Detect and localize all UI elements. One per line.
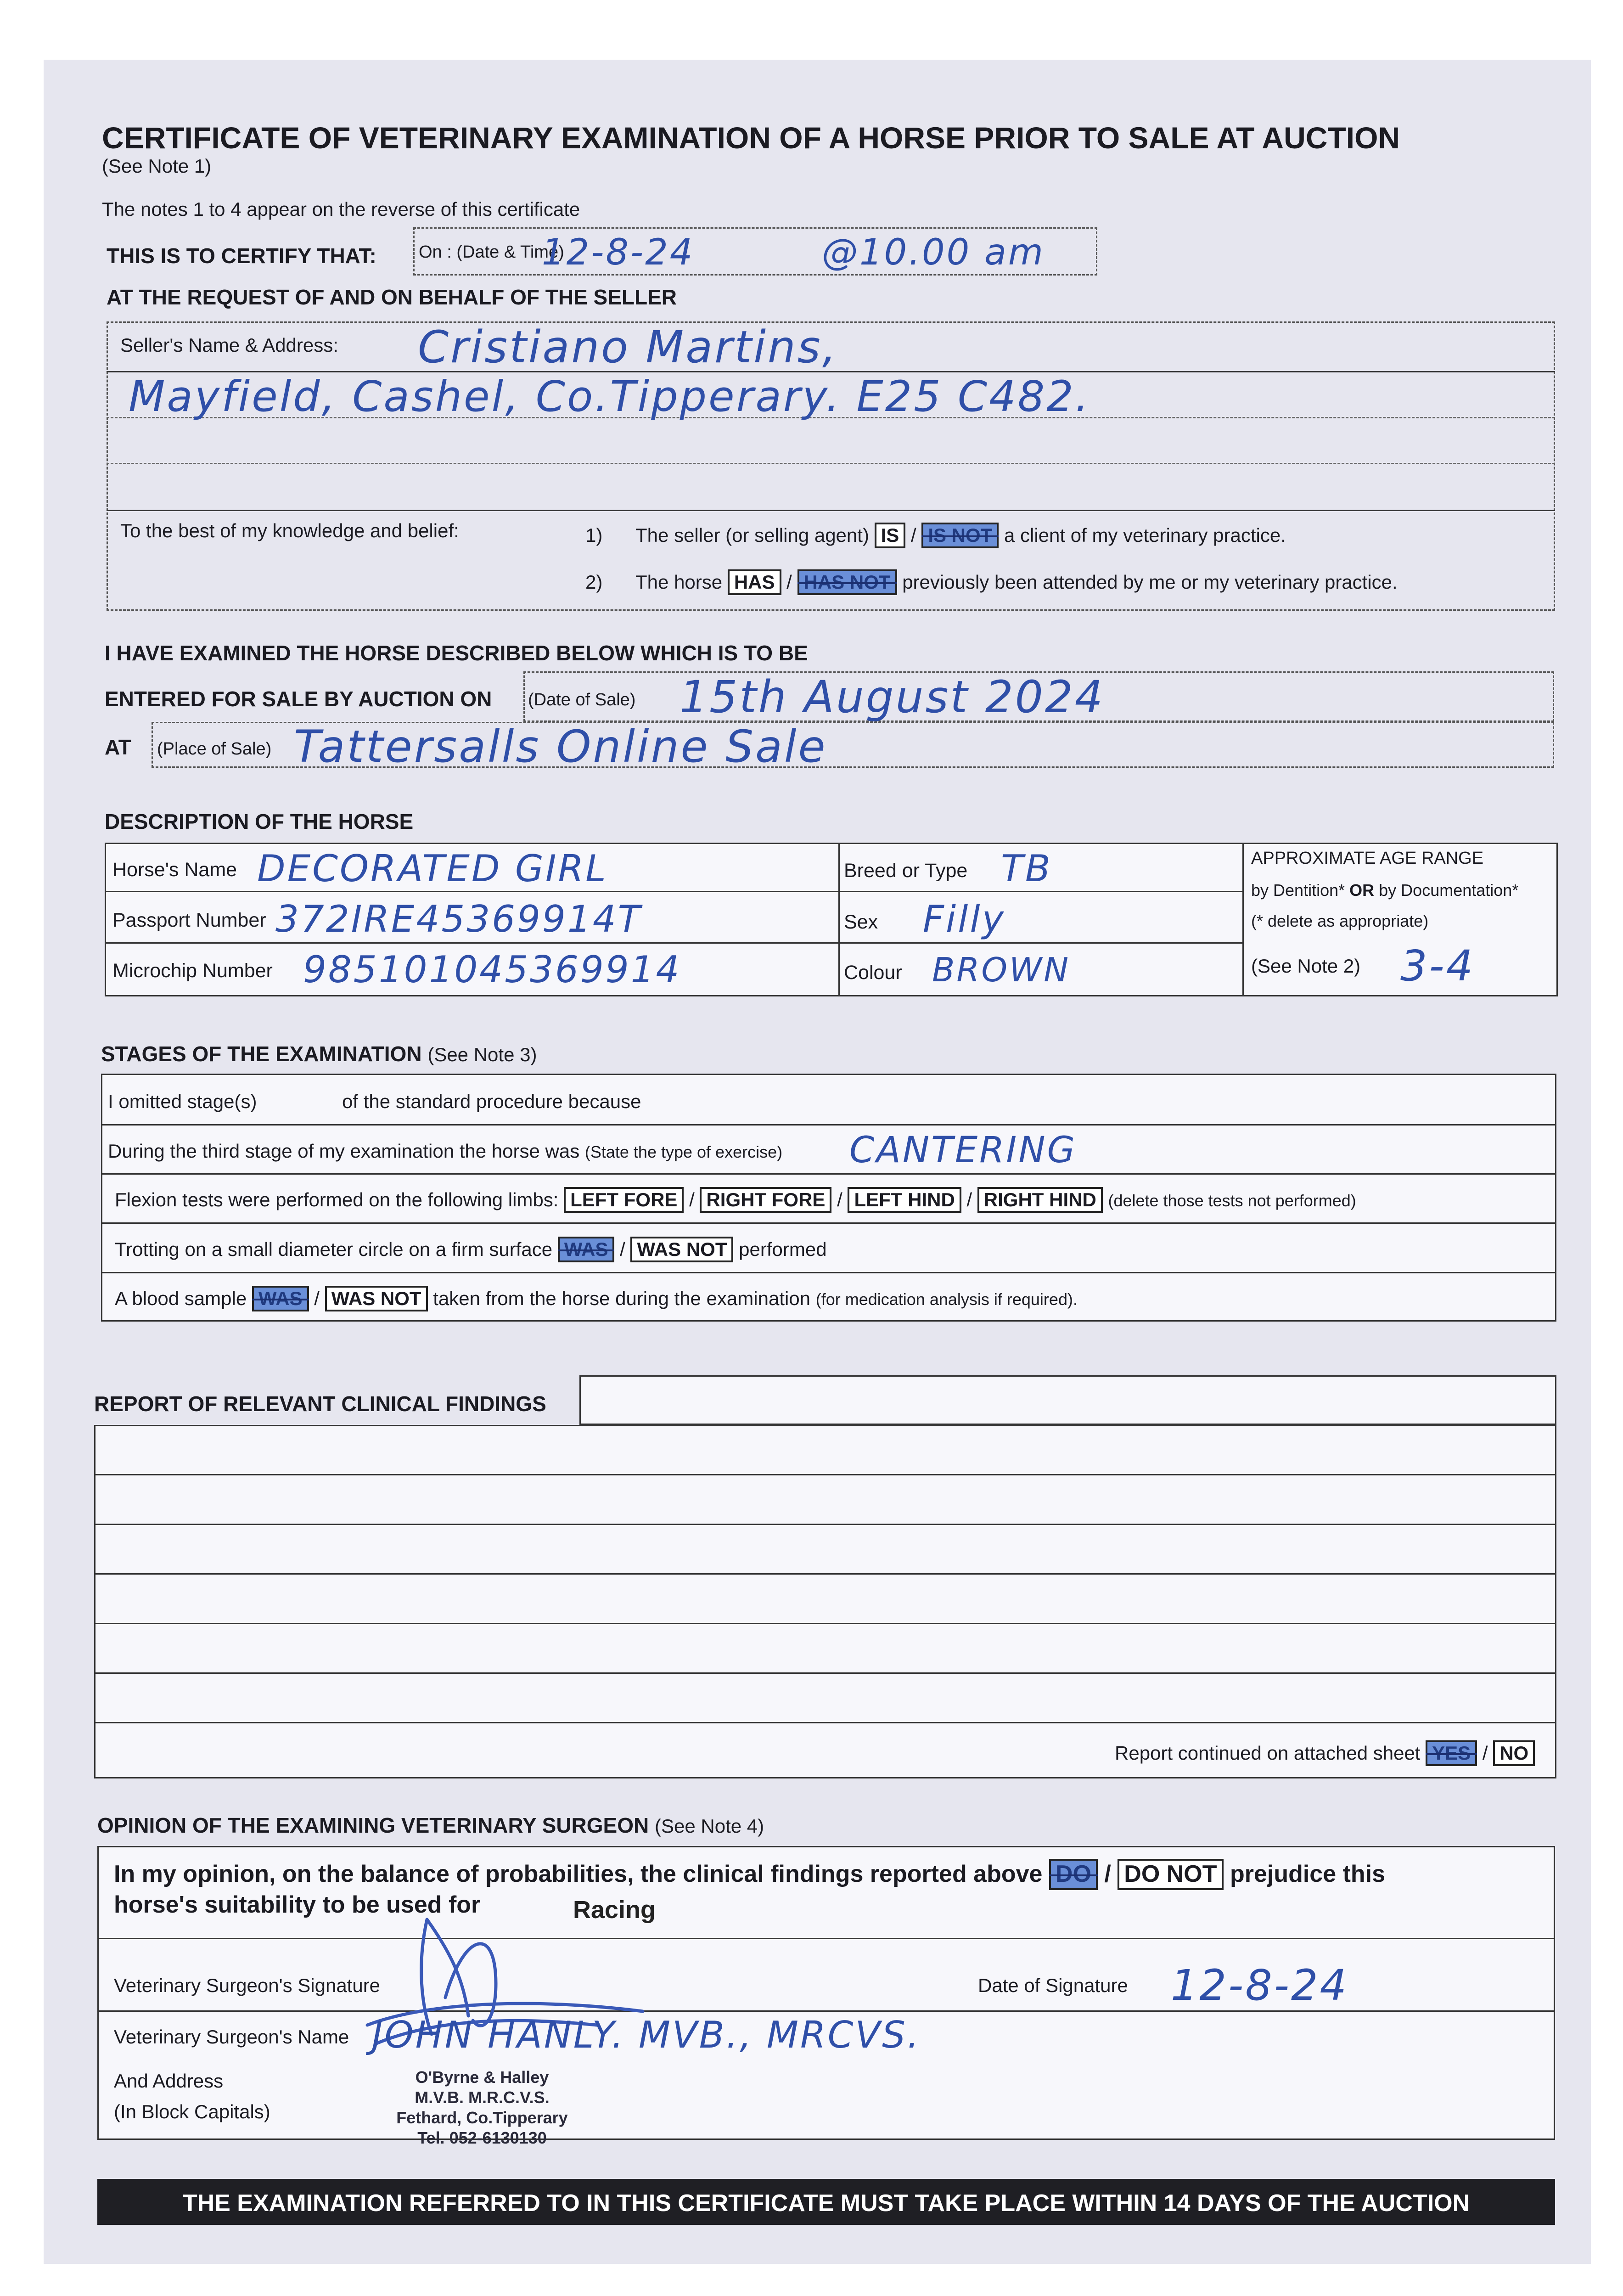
sex-label: Sex [844,911,878,933]
flexion-note: (delete those tests not performed) [1108,1191,1356,1210]
opinion-heading-note: (See Note 4) [655,1815,764,1837]
horse-name-label: Horse's Name [112,859,237,881]
statement-1 [585,523,1286,548]
stages-rule-2 [101,1173,1556,1175]
vet-name: JOHN HANLY. MVB., MRCVS. [372,2014,921,2056]
stages-heading [101,1041,537,1066]
report-sep: / [1482,1742,1488,1764]
stamp-line-4: Tel. 052-6130130 [417,2128,547,2147]
blood-note: (for medication analysis if required). [815,1290,1078,1309]
entered-line: ENTERED FOR SALE BY AUCTION ON [105,687,492,711]
footer-banner-text: THE EXAMINATION REFERRED TO IN THIS CERTIFICATE MUST TAKE PLACE WITHIN 14 DAYS OF THE AUCTION [182,2190,1470,2217]
limb-sep-1: / [689,1189,695,1210]
date-of-signature-label: Date of Signature [978,1975,1128,1996]
report-heading: REPORT OF RELEVANT CLINICAL FINDINGS [94,1392,546,1416]
practice-stamp [363,2067,601,2148]
age-value: 3-4 [1400,941,1475,990]
blood-post: taken from the horse during the examination [433,1288,811,1309]
statement-2-sep: / [786,571,792,593]
trotting-sep: / [620,1238,625,1260]
omitted-pre: I omitted stage(s) [108,1091,257,1112]
colour-value: BROWN [932,951,1071,989]
colour-label: Colour [844,962,902,984]
report-continued-text: Report continued on attached sheet [1115,1742,1421,1764]
vet-name-label: Veterinary Surgeon's Name [114,2026,349,2048]
date-of-signature: 12-8-24 [1171,1961,1349,2010]
report-rule-5 [94,1672,1556,1674]
age-or: OR [1349,881,1375,900]
signature-label: Veterinary Surgeon's Signature [114,1975,381,1996]
stamp-line-3: Fethard, Co.Tipperary [396,2108,568,2127]
stamp-line-2: M.V.B. M.R.C.V.S. [415,2088,550,2107]
statement-2-pre: The horse [635,571,723,593]
statement-2 [585,569,1398,595]
stages-heading-text: STAGES OF THE EXAMINATION [101,1042,422,1066]
examined-line: I HAVE EXAMINED THE HORSE DESCRIBED BELOW WHICH IS TO BE [105,641,808,665]
seller-rule-4 [107,510,1555,511]
seller-name-label: Seller's Name & Address: [120,334,338,356]
left-fore-option[interactable]: LEFT FORE [564,1187,684,1213]
report-rule-6 [94,1722,1556,1723]
stages-rule-1 [101,1124,1556,1125]
at-label: AT [105,735,131,759]
opinion-heading-text: OPINION OF THE EXAMINING VETERINARY SURGEON [97,1813,649,1837]
right-hind-option[interactable]: RIGHT HIND [977,1187,1103,1213]
exercise-type: CANTERING [849,1130,1077,1171]
opinion-line-2: horse's suitability to be used for [114,1891,481,1918]
report-heading-field[interactable] [579,1375,1556,1425]
limb-sep-2: / [837,1189,842,1210]
place-of-sale-label: (Place of Sale) [157,739,272,759]
blood-was-not-option[interactable]: WAS NOT [325,1286,428,1311]
omitted-post: of the standard procedure because [342,1091,641,1112]
belief-label: To the best of my knowledge and belief: [120,520,459,541]
desc-row-rule-1 [105,891,1243,892]
stamp-line-1: O'Byrne & Halley [415,2068,549,2087]
desc-col-rule-1 [838,843,840,996]
report-rule-3 [94,1573,1556,1575]
third-stage [108,1140,782,1162]
notes-line: The notes 1 to 4 appear on the reverse of this certificate [102,198,580,220]
see-note-1: (See Note 1) [102,155,212,177]
opinion-line-1-post: prejudice this [1230,1861,1386,1887]
opinion-line-1-pre: In my opinion, on the balance of probabilities, the clinical findings reported above [114,1861,1043,1887]
trotting-was-option[interactable]: WAS [558,1237,615,1262]
opinion-sep: / [1104,1861,1111,1887]
limb-sep-3: / [966,1189,972,1210]
date-of-sale-label: (Date of Sale) [528,690,636,709]
seller-name: Cristiano Martins, [418,321,838,373]
is-option[interactable]: IS [875,523,906,548]
age-see-note: (See Note 2) [1251,955,1361,977]
blood-pre: A blood sample [115,1288,247,1309]
blood-was-option[interactable]: WAS [252,1286,309,1311]
trotting-text: Trotting on a small diameter circle on a firm surface [115,1238,553,1260]
stages-rule-3 [101,1222,1556,1224]
desc-col-rule-2 [1242,843,1244,996]
report-rule-1 [94,1474,1556,1475]
age-by-documentation: by Documentation* [1379,881,1519,900]
left-hind-option[interactable]: LEFT HIND [848,1187,961,1213]
report-no-option[interactable]: NO [1493,1740,1535,1766]
passport-label: Passport Number [112,909,266,931]
statement-2-num: 2) [585,571,603,593]
microchip-number: 985101045369914 [303,948,681,991]
age-delete-note: (* delete as appropriate) [1251,912,1429,930]
request-line: AT THE REQUEST OF AND ON BEHALF OF THE SELLER [107,285,677,309]
statement-1-post: a client of my veterinary practice. [1004,524,1286,546]
opinion-do-not-option[interactable]: DO NOT [1118,1859,1223,1890]
third-stage-text: During the third stage of my examination the horse was [108,1140,580,1162]
age-range-heading: APPROXIMATE AGE RANGE [1251,849,1484,868]
statement-1-num: 1) [585,524,603,546]
age-by-dentition: by Dentition* [1251,881,1345,900]
place-of-sale: Tattersalls Online Sale [294,721,827,772]
flexion-text: Flexion tests were performed on the following limbs: [115,1189,559,1210]
is-not-option[interactable]: IS NOT [921,523,999,548]
horse-name: DECORATED GIRL [257,847,608,890]
trotting-performed: performed [739,1238,827,1260]
report-findings-area[interactable] [94,1425,1556,1778]
date-of-sale: 15th August 2024 [680,671,1105,723]
date-time-label: On : (Date & Time) [419,242,564,262]
blood-row [115,1286,1078,1311]
trotting-was-not-option[interactable]: WAS NOT [630,1237,733,1262]
report-rule-4 [94,1623,1556,1624]
age-method [1251,881,1518,900]
description-heading: DESCRIPTION OF THE HORSE [105,810,414,833]
opinion-heading [97,1813,764,1838]
block-capitals-label: (In Block Capitals) [114,2101,270,2122]
right-fore-option[interactable]: RIGHT FORE [700,1187,831,1213]
blood-sep: / [314,1288,320,1309]
report-rule-2 [94,1524,1556,1525]
exam-date: 12-8-24 [542,232,695,273]
passport-number: 372IRE45369914T [275,898,642,940]
breed-label: Breed or Type [844,860,968,882]
statement-1-pre: The seller (or selling agent) [635,524,869,546]
statement-2-post: previously been attended by me or my veterinary practice. [902,571,1398,593]
address-label: And Address [114,2070,224,2092]
seller-rule-3 [107,463,1555,464]
breed-value: TB [1001,847,1052,890]
opinion-do-option[interactable]: DO [1049,1859,1098,1890]
stages-heading-note: (See Note 3) [427,1044,537,1065]
exam-time: @10.00 am [822,232,1045,273]
report-yes-option[interactable]: YES [1426,1740,1477,1766]
opinion-rule-2 [97,2010,1555,2012]
trotting-row [115,1237,827,1262]
has-option[interactable]: HAS [728,569,781,595]
stages-rule-4 [101,1272,1556,1273]
opinion-rule-1 [97,1938,1555,1939]
suitability-purpose: Racing [573,1896,656,1924]
has-not-option[interactable]: HAS NOT [797,569,897,595]
report-continued-row [1115,1740,1535,1766]
opinion-line-1 [114,1859,1385,1890]
flexion-row [115,1187,1356,1213]
third-stage-note: (State the type of exercise) [584,1142,783,1161]
sex-value: Filly [923,898,1006,940]
seller-address: Mayfield, Cashel, Co.Tipperary. E25 C482. [129,372,1090,421]
certificate-title: CERTIFICATE OF VETERINARY EXAMINATION OF A HORSE PRIOR TO SALE AT AUCTION [102,121,1400,155]
statement-1-sep: / [910,524,916,546]
certify-label: THIS IS TO CERTIFY THAT: [107,244,376,268]
desc-row-rule-2 [105,942,1243,944]
microchip-label: Microchip Number [112,960,273,982]
